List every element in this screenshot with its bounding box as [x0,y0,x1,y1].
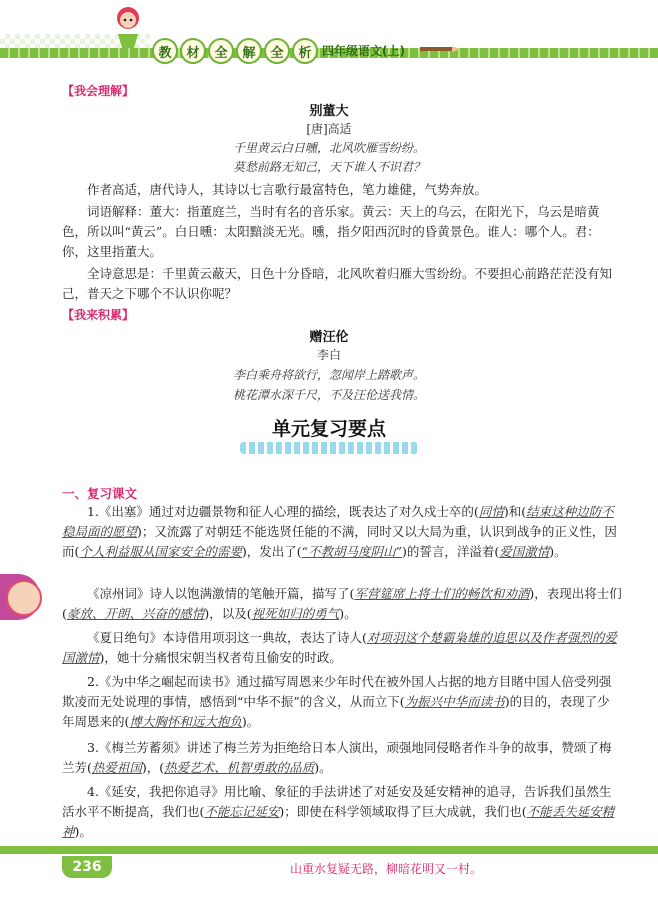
footer-bar [0,846,658,854]
title-char: 解 [236,38,262,64]
title-char: 教 [152,38,178,64]
review-paragraph-6: 4.《延安，我把你追寻》用比喻、象征的手法讲述了对延安及延安精神的追寻，告诉我们虽然生活水平不断提高，我们也(不能忘记延安)；即使在科学领域取得了巨大成就，我们也(不能丢失延安精神)。 [62,784,615,839]
review-paragraph-2: 《凉州词》诗人以饱满激情的笔触开篇，描写了(军营筵席上将士们的畅饮和劝酒)，表现出将士们(豪放、开朗、兴奋的感情)，以及(视死如归的勇气)。 [62,586,622,621]
review-paragraph-5: 3.《梅兰芳蓄须》讲述了梅兰芳为拒绝给日本人演出，顽强地同侵略者作斗争的故事，赞颂了梅兰芳(热爱祖国)，(热爱艺术、机智勇敢的品质)。 [62,740,612,775]
review-section-title: 一、复习课文 [62,486,138,501]
unit-review-title: 单元复习要点 [271,418,386,440]
subject-label: 四年级语文(上) [322,44,405,58]
title-char: 全 [264,38,290,64]
review-paragraph-1: 1.《出塞》通过对边疆景物和征人心理的描绘，既表达了对久戍士卒的(同情)和(结束这种边防不稳局面的愿望)；又流露了对朝廷不能选贤任能的不满，同时又以大局为重，认识到战争的正义性，因而(个人利益服从国家安全的需要)，发出了(“不教胡马度阴山”)的誓言，洋溢着(爱国激情)。 [62,504,617,559]
poem-line: 李白乘舟将欲行，忽闻岸上踏歌声。 [232,368,425,382]
review-paragraph-3: 《夏日绝句》本诗借用项羽这一典故，表达了诗人(对项羽这个楚霸枭雄的追思以及作者强烈的爱国激情)，她十分痛恨宋朝当权者苟且偷安的时政。 [62,630,617,665]
poem-line: 桃花潭水深千尺，不及汪伦送我情。 [232,388,425,402]
poem-author: 李白 [316,348,341,362]
poem-title: 赠汪伦 [309,330,349,345]
page-number: 236 [62,856,112,878]
word-explanation: 词语解释：董大：指董庭兰，当时有名的音乐家。黄云：天上的乌云，在阳光下，乌云是暗黄色，所以叫“黄云”。白日曛：太阳黯淡无光。曛，指夕阳西沉时的昏黄景色。谁人：哪个人。君：你，这里指董大。 [62,204,600,259]
title-decoration [240,442,418,454]
author-intro: 作者高适，唐代诗人，其诗以七言歌行最富特色，笔力雄健，气势奔放。 [87,182,488,197]
mascot-girl-icon [110,4,146,48]
title-char: 析 [292,38,318,64]
poem-line: 莫愁前路无知己，天下谁人不识君？ [232,160,425,174]
section-tag-accumulate: 【我来积累】 [62,308,135,322]
title-char: 材 [180,38,206,64]
poem-meaning: 全诗意思是：千里黄云蔽天，日色十分昏暗，北风吹着归雁大雪纷纷。不要担心前路茫茫没有知己，普天之下哪个不认识你呢？ [62,266,613,301]
footer-motto: 山重水复疑无路，柳暗花明又一村。 [290,862,483,876]
review-paragraph-4: 2.《为中华之崛起而读书》通过描写周恩来少年时代在被外国人占据的地方目睹中国人倍受列强欺凌而无处说理的事情，感悟到“中华不振”的含义，从而立下(为振兴中华而读书)的目的，表现了少年周恩来的(博大胸怀和远大抱负)。 [62,674,612,729]
title-char: 全 [208,38,234,64]
mascot-face-icon [6,580,42,616]
poem-title: 别董大 [309,104,349,119]
book-title [152,38,318,64]
pencil-icon [420,44,460,54]
poem-author: [唐]高适 [306,122,352,136]
page-header [0,0,658,70]
section-tag-understand: 【我会理解】 [62,84,135,98]
poem-line: 千里黄云白日曛，北风吹雁雪纷纷。 [232,141,425,155]
